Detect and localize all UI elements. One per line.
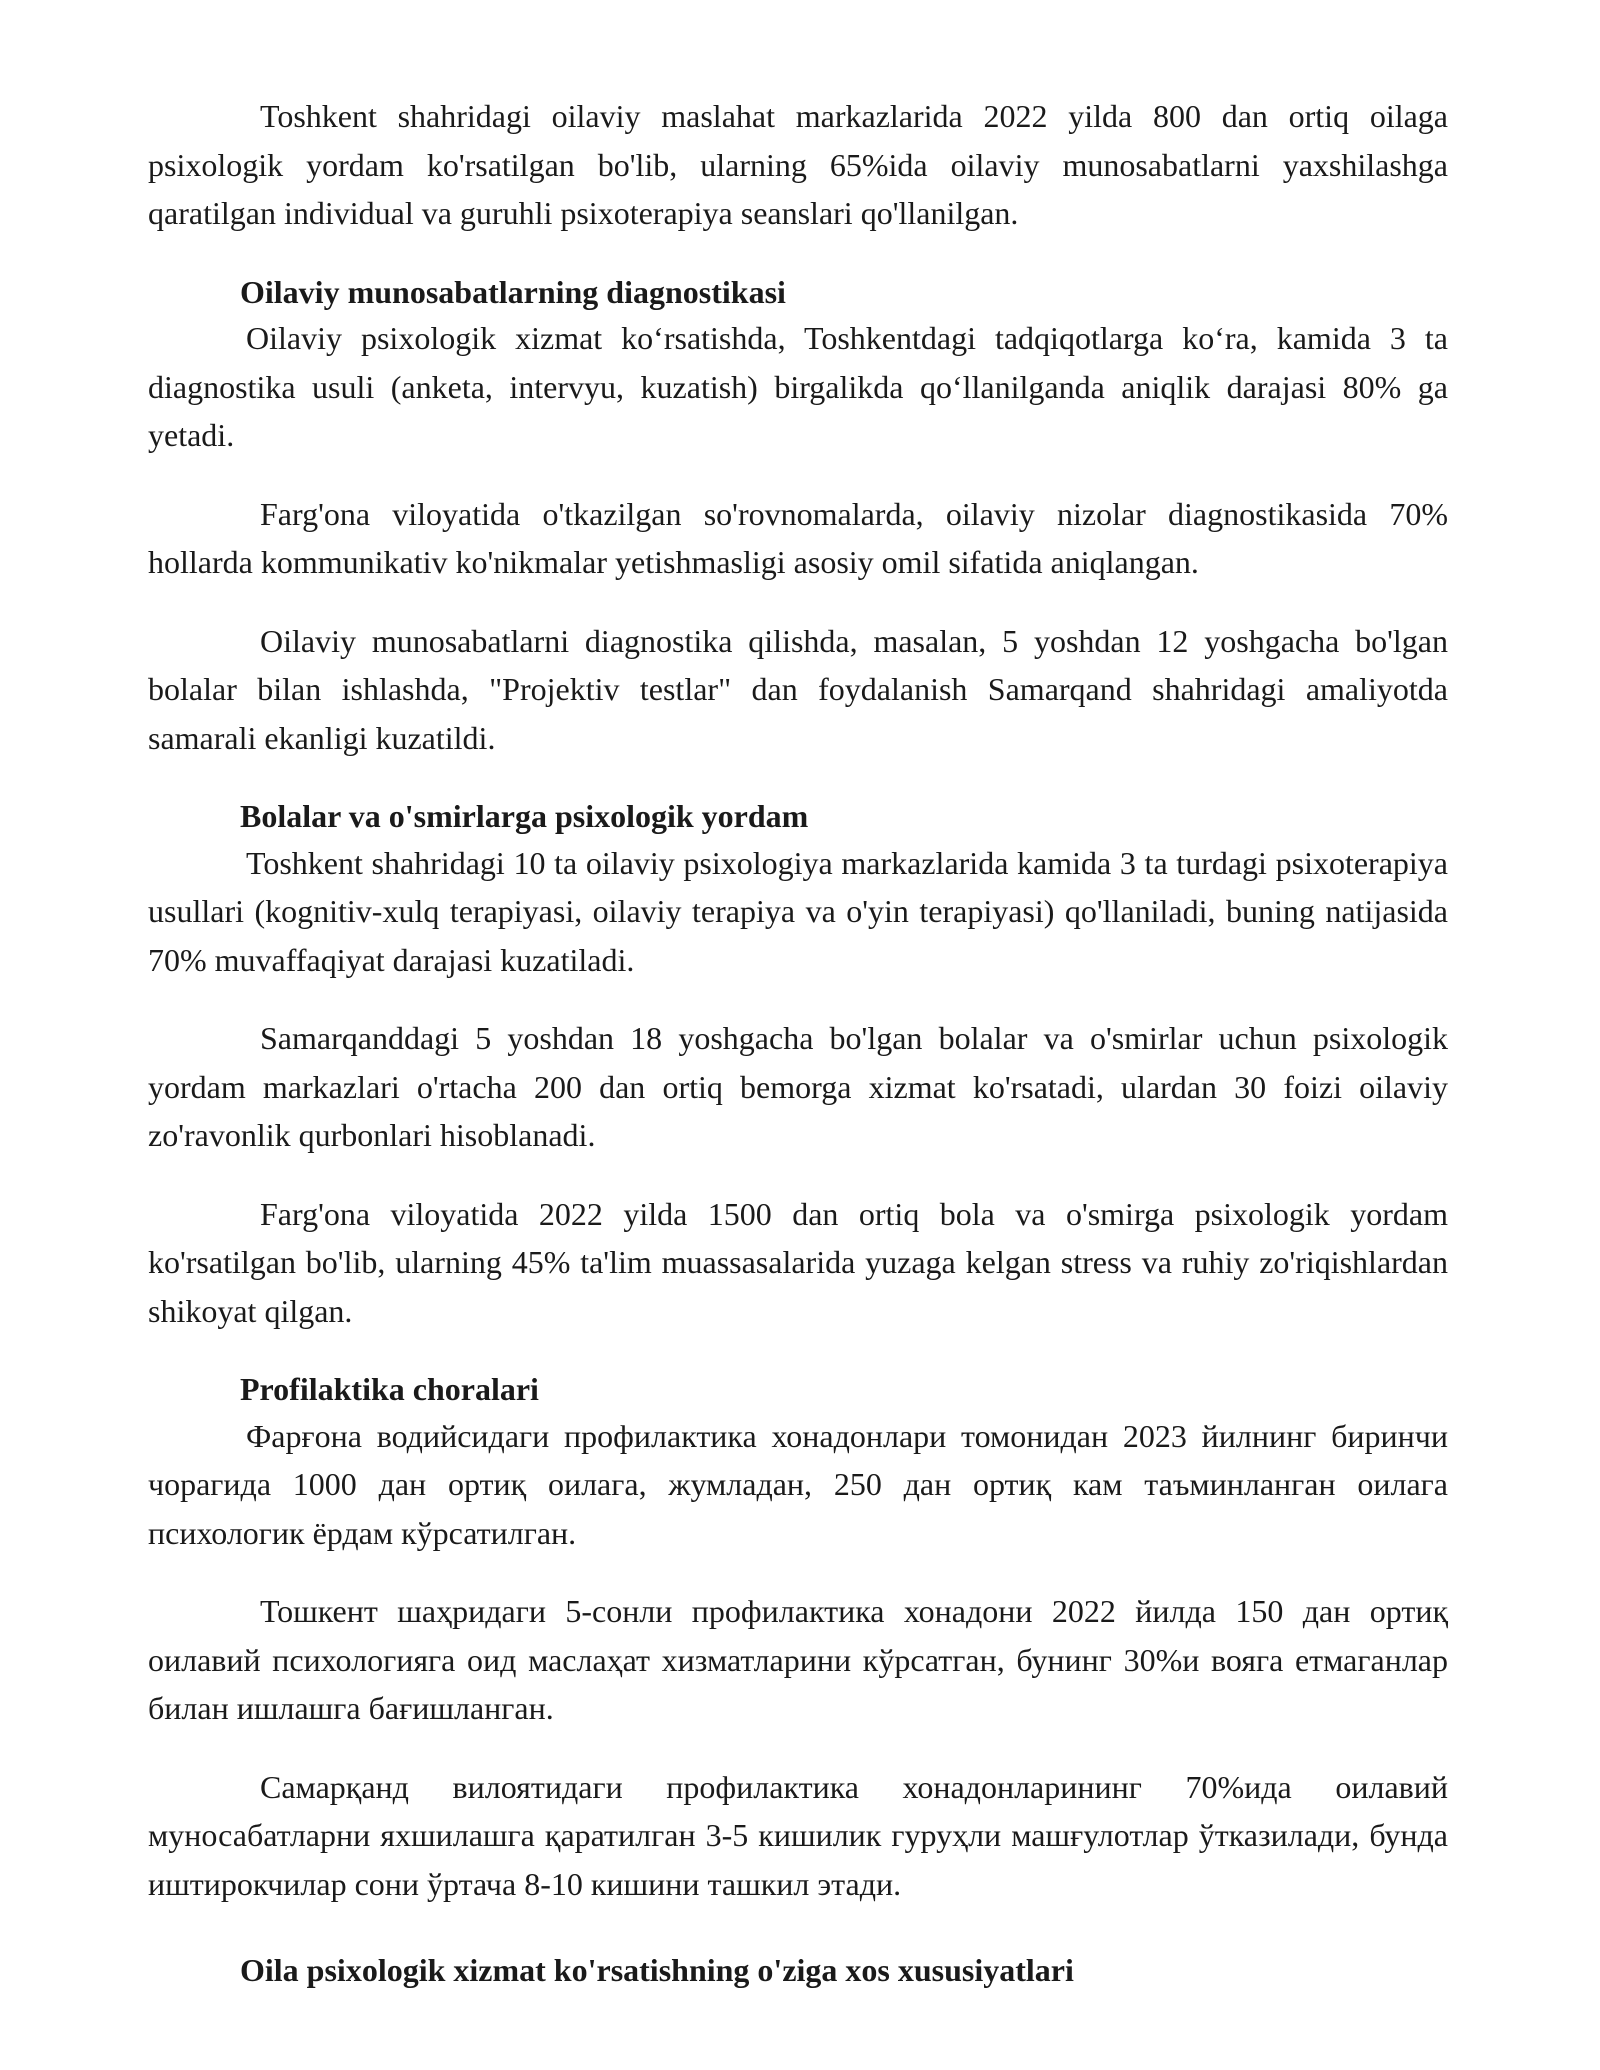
section-heading: Profilaktika choralari xyxy=(240,1371,539,1407)
paragraph: Самарқанд вилоятидаги профилактика хонадонларининг 70%ида оилавий муносабатларни яхшилашга қаратилган 3-5 кишилик гуруҳли машғулотлар ўтказилади, бунда иштирокчилар сони ўртача 8-10 кишини ташкил этади. xyxy=(148,1768,1448,1902)
paragraph: Oilaviy munosabatlarni diagnostika qilishda, masalan, 5 yoshdan 12 yoshgacha bo'lgan bolalar bilan ishlashda, "Projektiv testlar" dan foydalanish Samarqand shahridagi amaliyotda samarali ekanligi kuzatildi. xyxy=(148,622,1448,756)
paragraph: Toshkent shahridagi 10 ta oilaviy psixologiya markazlarida kamida 3 ta turdagi psixoterapiya usullari (kognitiv-xulq terapiyasi, oilaviy terapiya va o'yin terapiyasi) qo'llaniladi, buning natijasida 70% muvaffaqiyat darajasi kuzatiladi. xyxy=(148,844,1448,978)
paragraph: Farg'ona viloyatida o'tkazilgan so'rovnomalarda, oilaviy nizolar diagnostikasida 70% hollarda kommunikativ ko'nikmalar yetishmasligi asosiy omil sifatida aniqlangan. xyxy=(148,495,1448,580)
section-heading: Oilaviy munosabatlarning diagnostikasi xyxy=(240,273,786,310)
section-heading: Bolalar va o'smirlarga psixologik yordam xyxy=(240,798,809,834)
paragraph: Farg'ona viloyatida 2022 yilda 1500 dan ortiq bola va o'smirga psixologik yordam ko'rsatilgan bo'lib, ularning 45% ta'lim muassasalarida yuzaga kelgan stress va ruhiy zo'riqishlardan shikoyat qilgan. xyxy=(148,1195,1448,1329)
section-heading: Oila psixologik xizmat ko'rsatishning o'ziga xos xususiyatlari xyxy=(240,1952,1074,1988)
paragraph: Фарғона водийсидаги профилактика хонадонлари томонидан 2023 йилнинг биринчи чорагида 1000 дан ортиқ оилага, жумладан, 250 дан ортиқ кам таъминланган оилага психологик ёрдам кўрсатилган. xyxy=(148,1417,1448,1551)
paragraph: Toshkent shahridagi oilaviy maslahat markazlarida 2022 yilda 800 dan ortiq oilaga psixologik yordam ko'rsatilgan bo'lib, ularning 65%ida oilaviy munosabatlarni yaxshilashga qaratilgan individual va guruhli psixoterapiya seanslari qo'llanilgan. xyxy=(148,98,1448,231)
paragraph: Тошкент шаҳридаги 5-сонли профилактика хонадони 2022 йилда 150 дан ортиқ оилавий психологияга оид маслаҳат хизматларини кўрсатган, бунинг 30%и вояга етмаганлар билан ишлашга бағишланган. xyxy=(148,1593,1448,1726)
document-page xyxy=(148,92,1448,1993)
paragraph: Samarqanddagi 5 yoshdan 18 yoshgacha bo'lgan bolalar va o'smirlar uchun psixologik yordam markazlari o'rtacha 200 dan ortiq bemorga xizmat ko'rsatadi, ulardan 30 foizi oilaviy zo'ravonlik qurbonlari hisoblanadi. xyxy=(148,1020,1448,1153)
paragraph: Oilaviy psixologik xizmat ko‘rsatishda, Toshkentdagi tadqiqotlarga ko‘ra, kamida 3 ta diagnostika usuli (anketa, intervyu, kuzatish) birgalikda qo‘llanilganda aniqlik darajasi 80% ga yetadi. xyxy=(148,320,1448,453)
